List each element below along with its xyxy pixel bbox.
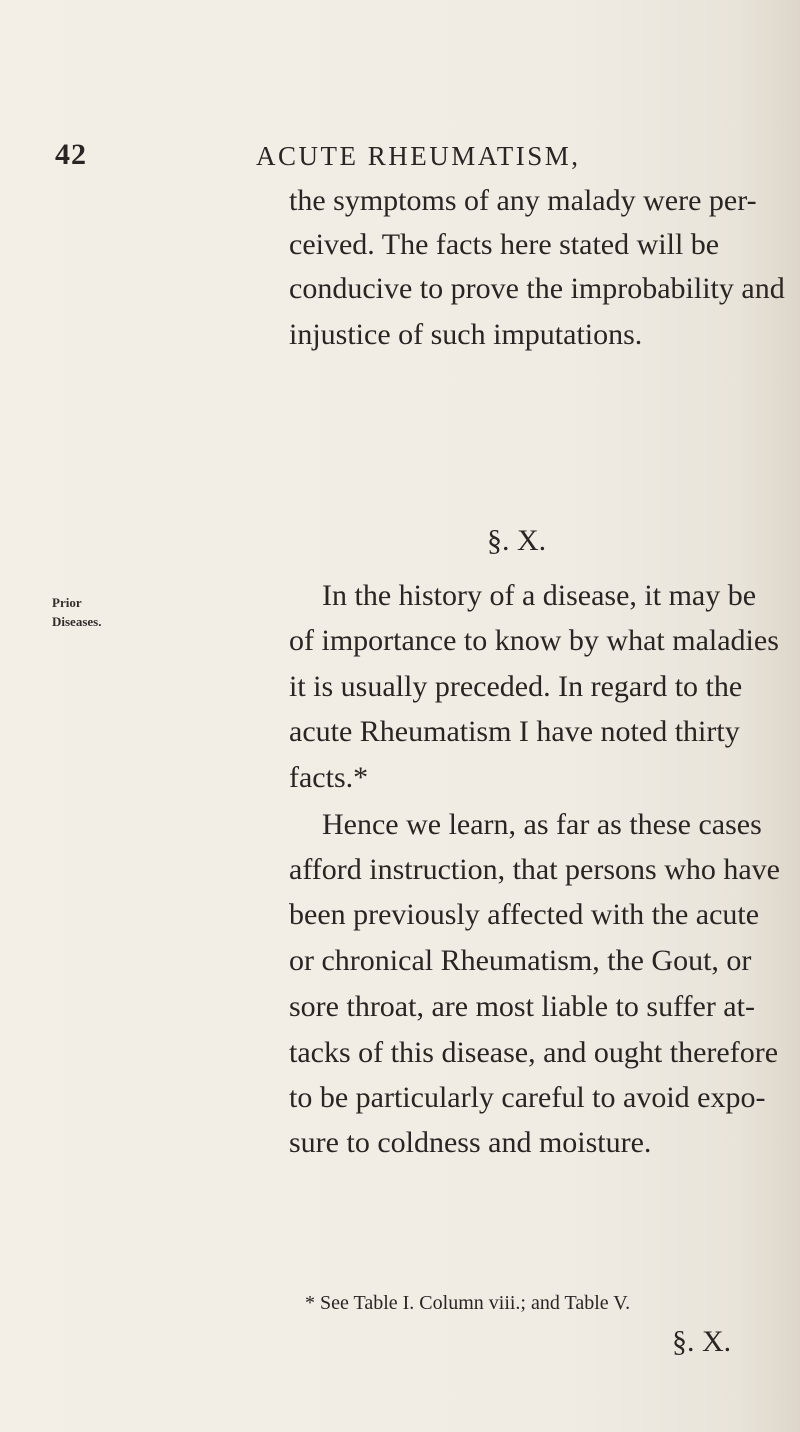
text-line: Hence we learn, as far as these cases xyxy=(322,808,762,841)
text-line: In the history of a disease, it may be xyxy=(322,579,757,612)
text-line: injustice of such imputations. xyxy=(289,318,643,351)
section-heading: §. X. xyxy=(487,524,547,557)
text-line: or chronical Rheumatism, the Gout, or xyxy=(289,944,752,977)
text-line: sore throat, are most liable to suffer at- xyxy=(289,990,755,1023)
text-line: been previously affected with the acute xyxy=(289,898,760,931)
margin-note-line: Prior xyxy=(52,595,82,610)
text-line: tacks of this disease, and ought therefore xyxy=(289,1036,779,1069)
text-line: sure to coldness and moisture. xyxy=(289,1126,652,1159)
text-line: conducive to prove the improbability and xyxy=(289,272,785,305)
margin-note xyxy=(52,593,101,631)
page-number: 42 xyxy=(55,138,87,171)
catchword: §. X. xyxy=(672,1325,732,1358)
margin-note-line: Diseases. xyxy=(52,614,102,629)
running-head: ACUTE RHEUMATISM, xyxy=(256,141,581,171)
text-line: acute Rheumatism I have noted thirty xyxy=(289,715,740,748)
text-line: of importance to know by what maladies xyxy=(289,624,779,657)
text-line: the symptoms of any malady were per- xyxy=(289,184,757,217)
text-line: ceived. The facts here stated will be xyxy=(289,228,720,261)
text-line: it is usually preceded. In regard to the xyxy=(289,670,743,703)
text-line: facts.* xyxy=(289,761,369,794)
text-line: to be particularly careful to avoid expo- xyxy=(289,1081,766,1114)
footnote: * See Table I. Column viii.; and Table V. xyxy=(305,1292,631,1314)
text-line: afford instruction, that persons who have xyxy=(289,853,781,886)
